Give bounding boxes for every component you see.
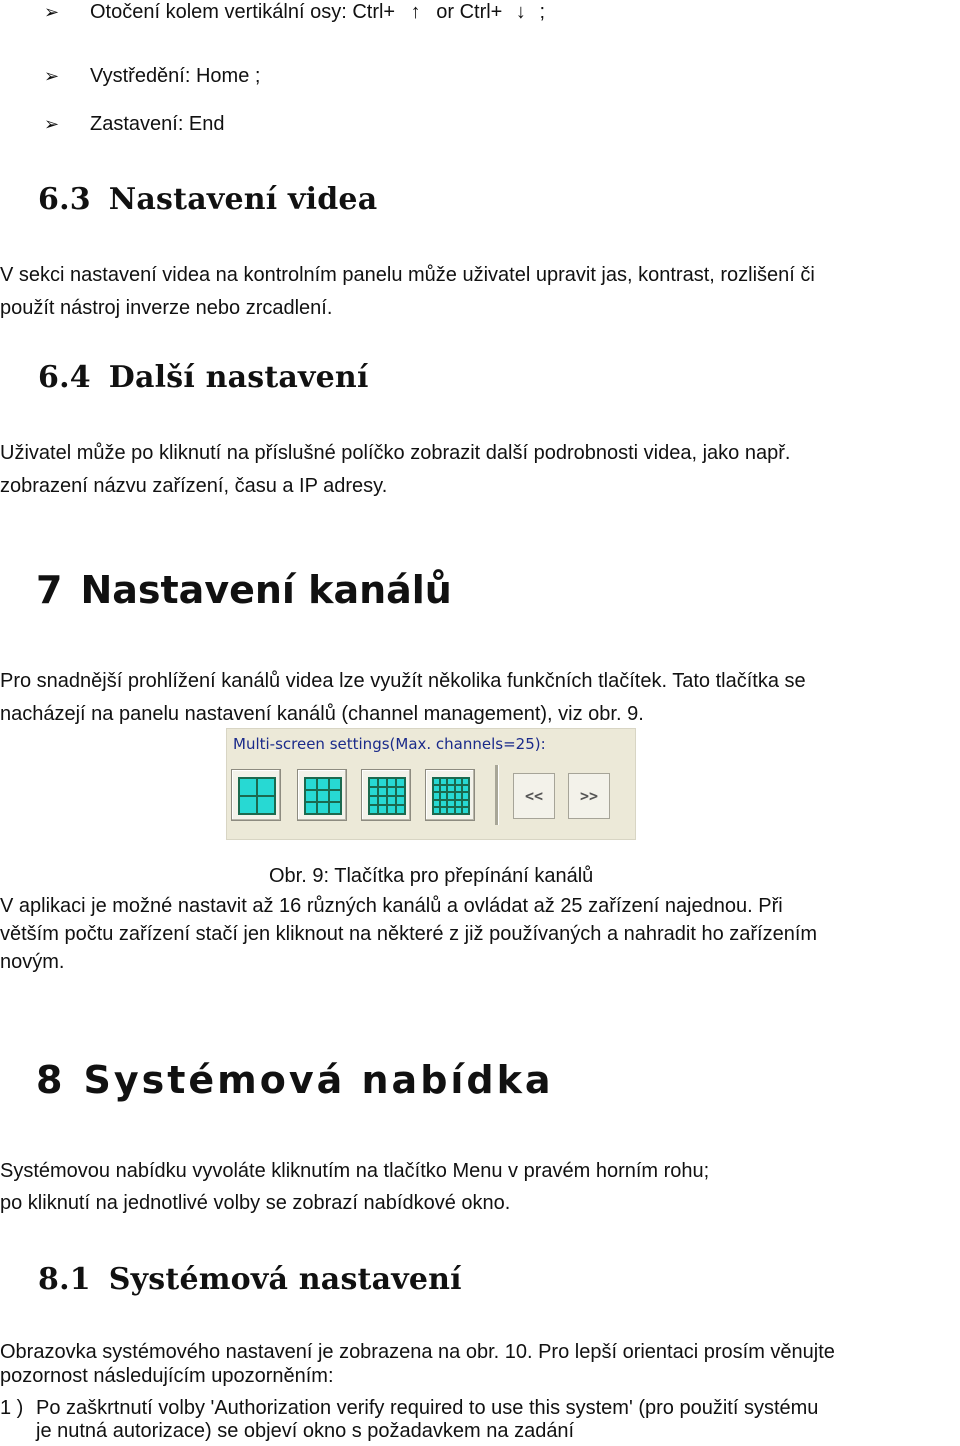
layout-4x4-button[interactable] <box>361 769 411 821</box>
arrow-bullet-icon: ➢ <box>44 2 60 22</box>
list-item-text: Po zaškrtnutí volby 'Authorization verify required to use this system' (pro použití systému <box>36 1397 819 1419</box>
section-number: 6.3 <box>38 182 91 217</box>
toolbar-separator <box>495 765 499 825</box>
paragraph: Uživatel může po kliknutí na příslušné políčko zobrazit další podrobnosti videa, jako např. <box>0 442 791 464</box>
figure-caption: Obr. 9: Tlačítka pro přepínání kanálů <box>269 865 594 887</box>
bullet-text: Otočení kolem vertikální osy: Ctrl+ <box>90 1 396 23</box>
arrow-bullet-icon: ➢ <box>44 66 60 86</box>
arrow-up-icon: ↑ <box>410 1 421 23</box>
paragraph: Systémovou nabídku vyvoláte kliknutím na tlačítko Menu v pravém horním rohu; <box>0 1160 710 1182</box>
section-title: Nastavení videa <box>108 182 378 217</box>
section-heading-8 <box>36 1058 554 1102</box>
layout-1x1-button[interactable] <box>231 769 281 821</box>
bullet-text: Zastavení: End <box>90 113 225 135</box>
paragraph: nacházejí na panelu nastavení kanálů (channel management), viz obr. 9. <box>0 703 644 725</box>
paragraph: novým. <box>0 951 65 973</box>
section-heading-8-1 <box>38 1262 462 1297</box>
list-item-text: je nutná autorizace) se objeví okno s požadavkem na zadání <box>36 1420 575 1442</box>
multi-screen-settings-panel <box>226 728 636 840</box>
section-heading-6-3 <box>38 182 377 217</box>
grid-3x3-icon <box>304 777 342 815</box>
section-number: 7 <box>36 568 63 612</box>
bullet-text: Vystředění: Home ; <box>90 65 261 87</box>
bullet-text: or Ctrl+ <box>436 1 503 23</box>
section-title: Další nastavení <box>108 360 369 395</box>
paragraph: použít nástroj inverze nebo zrcadlení. <box>0 297 333 319</box>
section-number: 6.4 <box>38 360 91 395</box>
panel-title: Multi-screen settings(Max. channels=25): <box>233 735 546 753</box>
bullet-item <box>44 0 744 24</box>
section-heading-7 <box>36 568 452 612</box>
paragraph: pozornost následujícím upozorněním: <box>0 1365 334 1387</box>
paragraph: po kliknutí na jednotlivé volby se zobrazí nabídkové okno. <box>0 1192 511 1214</box>
arrow-bullet-icon: ➢ <box>44 114 60 134</box>
paragraph: Pro snadnější prohlížení kanálů videa lze využít několika funkčních tlačítek. Tato tlačítka se <box>0 670 806 692</box>
paragraph: větším počtu zařízení stačí jen kliknout na některé z již používaných a nahradit ho zařízením <box>0 923 818 945</box>
section-heading-6-4 <box>38 360 369 395</box>
section-title: Nastavení kanálů <box>80 568 452 612</box>
paragraph: V aplikaci je možné nastavit až 16 různých kanálů a ovládat až 25 zařízení najednou. Při <box>0 895 783 917</box>
layout-3x3-button[interactable] <box>297 769 347 821</box>
grid-4x4-icon <box>368 777 406 815</box>
previous-page-button[interactable]: << <box>513 773 555 819</box>
section-title: Systémová nabídka <box>83 1058 554 1102</box>
list-item-number: 1 ) <box>0 1397 24 1419</box>
bullet-item <box>44 112 544 136</box>
paragraph: zobrazení názvu zařízení, času a IP adresy. <box>0 475 388 497</box>
paragraph: Obrazovka systémového nastavení je zobrazena na obr. 10. Pro lepší orientaci prosím věnujte <box>0 1341 835 1363</box>
section-title: Systémová nastavení <box>108 1262 462 1297</box>
section-number: 8 <box>36 1058 66 1102</box>
bullet-text: ; <box>539 1 546 23</box>
bullet-item <box>44 64 544 88</box>
section-number: 8.1 <box>38 1262 91 1297</box>
arrow-down-icon: ↓ <box>515 1 526 23</box>
next-page-button[interactable]: >> <box>568 773 610 819</box>
grid-2x2-icon <box>238 777 276 815</box>
paragraph: V sekci nastavení videa na kontrolním panelu může uživatel upravit jas, kontrast, rozlišení či <box>0 264 815 286</box>
layout-5x5-button[interactable] <box>425 769 475 821</box>
grid-5x5-icon <box>432 777 470 815</box>
